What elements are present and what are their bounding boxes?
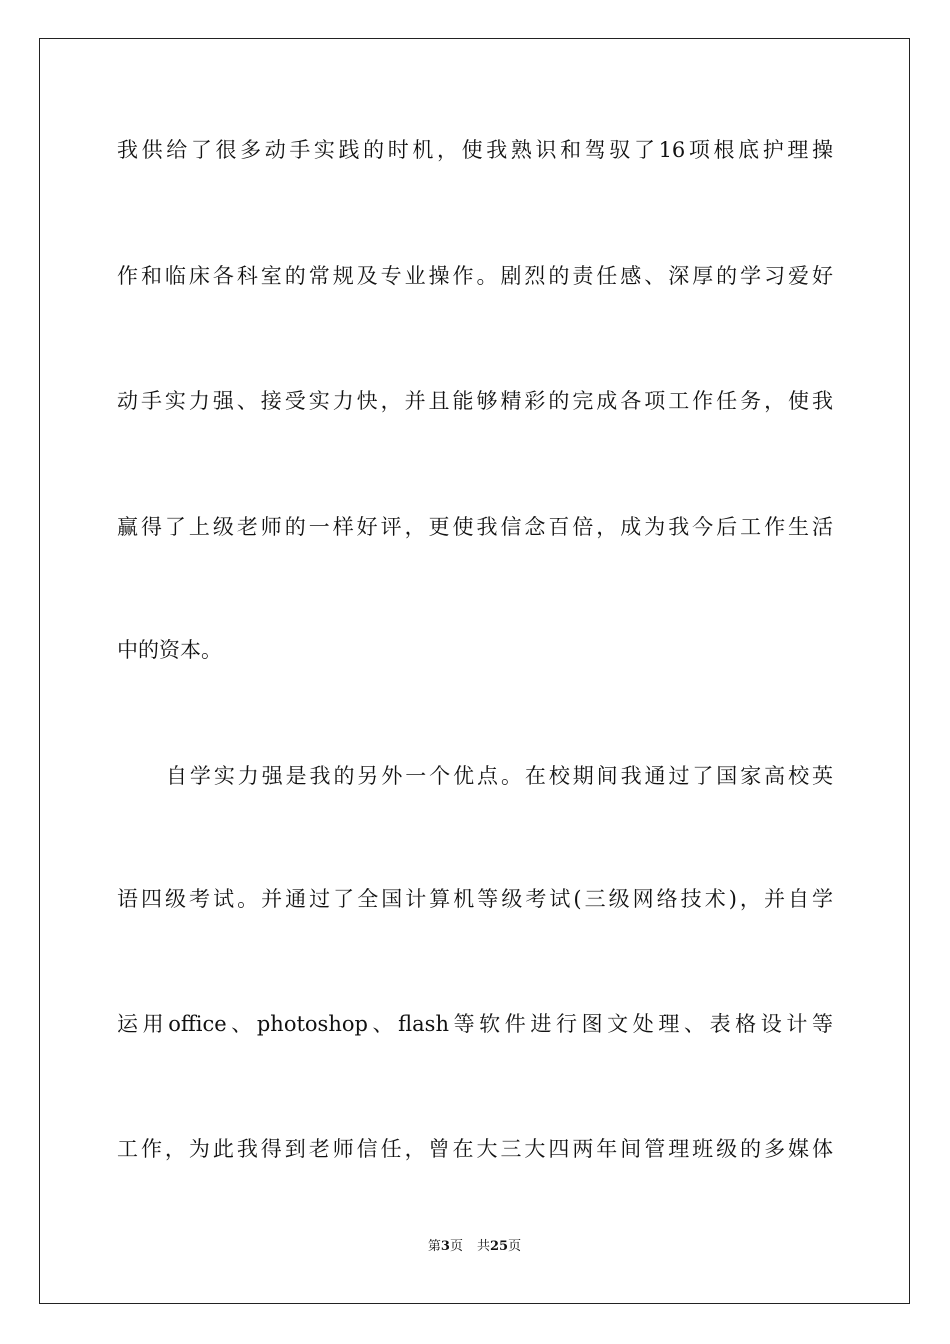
document-page (39, 38, 910, 1304)
page-number: 3 (440, 1239, 450, 1254)
body-line-6: 自学实力强是我的另外一个优点。在校期间我通过了国家高校英 (166, 764, 833, 788)
total-pages: 25 (489, 1239, 509, 1254)
body-line-5: 中的资本。 (117, 638, 222, 662)
total-suffix: 页 (508, 1239, 522, 1254)
body-line-2: 作和临床各科室的常规及专业操作。剧烈的责任感、深厚的学习爱好 (117, 264, 833, 288)
total-prefix: 共 (476, 1239, 490, 1254)
body-line-4: 赢得了上级老师的一样好评，更使我信念百倍，成为我今后工作生活 (117, 515, 833, 539)
page-suffix: 页 (449, 1239, 463, 1254)
body-line-7: 语四级考试。并通过了全国计算机等级考试(三级网络技术)，并自学 (117, 887, 833, 911)
body-line-8: 运用office、photoshop、flash等软件进行图文处理、表格设计等 (117, 1012, 833, 1036)
body-line-9: 工作，为此我得到老师信任，曾在大三大四两年间管理班级的多媒体 (117, 1137, 833, 1161)
body-line-3: 动手实力强、接受实力快，并且能够精彩的完成各项工作任务，使我 (117, 389, 833, 413)
page-prefix: 第 (427, 1239, 441, 1254)
body-line-1: 我供给了很多动手实践的时机，使我熟识和驾驭了16项根底护理操 (117, 138, 833, 162)
page-footer (40, 1235, 909, 1254)
